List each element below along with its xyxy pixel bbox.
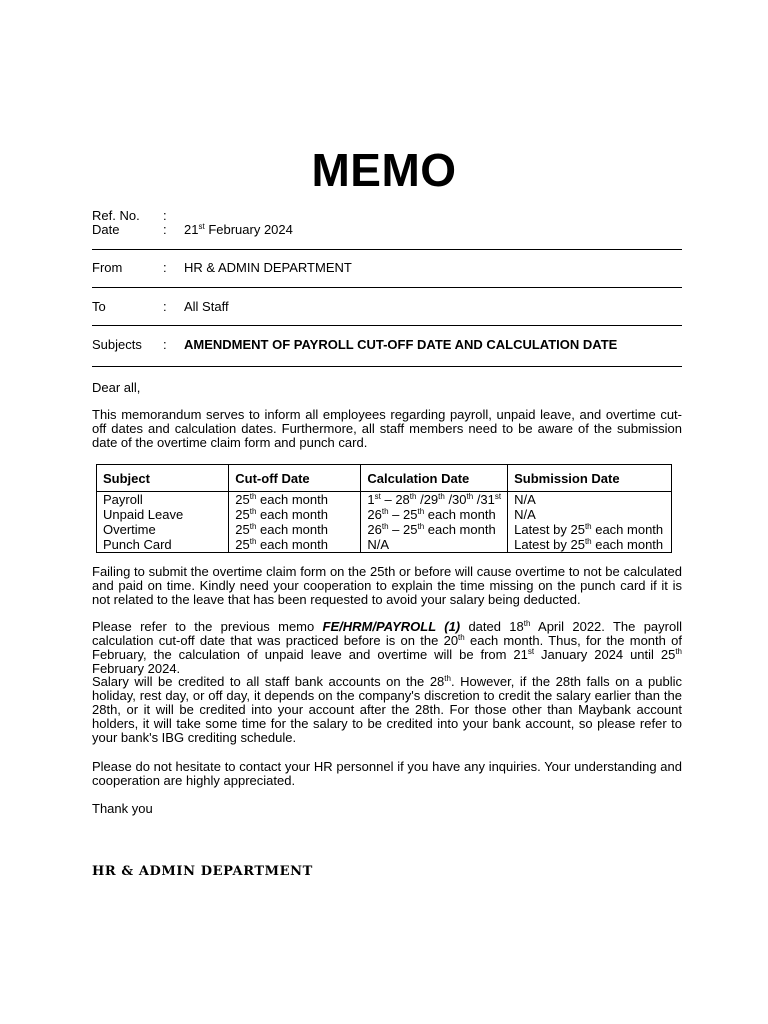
cell-calculation: 26th – 25th each month	[361, 522, 508, 537]
divider	[92, 249, 682, 250]
th-subject: Subject	[97, 465, 229, 492]
cell-calculation: 26th – 25th each month	[361, 507, 508, 522]
schedule-table	[96, 464, 672, 553]
divider	[92, 287, 682, 288]
greeting: Dear all,	[92, 380, 141, 395]
cell-calculation: N/A	[361, 537, 508, 553]
table-row	[97, 507, 672, 522]
th-submission: Submission Date	[508, 465, 672, 492]
cell-submission: N/A	[508, 492, 672, 508]
intro-paragraph: This memorandum serves to inform all employees regarding payroll, unpaid leave, and overtime cut-off dates and calculation dates. Furthermore, all staff members need to be aware of the submission date of the overtime claim form and punch card.	[92, 407, 682, 450]
cell-cutoff: 25th each month	[229, 507, 361, 522]
failing-paragraph: Failing to submit the overtime claim form on the 25th or before will cause overtime to not be calculated and paid on time. Kindly need your cooperation to explain the time missing on the punch card if it is not related to the leave that has been requested to avoid your salary being deducted.	[92, 564, 682, 607]
cell-subject: Payroll	[97, 492, 229, 508]
thank-you: Thank you	[92, 801, 153, 816]
cell-calculation: 1st – 28th /29th /30th /31st	[361, 492, 508, 508]
date-value: 21st February 2024	[184, 222, 293, 237]
reference-paragraph: Please refer to the previous memo FE/HRM/PAYROLL (1) dated 18th April 2022. The payroll calculation cut-off date that was practiced before is on the 20th each month. Thus, for the month of February, the calculation of unpaid leave and overtime will be from 21st January 2024 until 25th February 2024.	[92, 619, 682, 676]
th-calculation: Calculation Date	[361, 465, 508, 492]
memo-reference: FE/HRM/PAYROLL (1)	[322, 619, 461, 634]
subject-colon: :	[163, 337, 167, 352]
signature: HR & ADMIN DEPARTMENT	[92, 864, 313, 879]
salary-paragraph: Salary will be credited to all staff bank accounts on the 28th. However, if the 28th falls on a public holiday, rest day, or off day, it depends on the company's discretion to credit the salary earlier than the 28th, or it will be credited into your account after the 28th. For those other than Maybank account holders, it will take some time for the salary to be credited into your bank account, so please refer to your bank's IBG crediting schedule.	[92, 674, 682, 745]
cell-submission: Latest by 25th each month	[508, 522, 672, 537]
table-row	[97, 522, 672, 537]
divider	[92, 366, 682, 367]
from-colon: :	[163, 260, 167, 275]
cell-cutoff: 25th each month	[229, 522, 361, 537]
cell-submission: N/A	[508, 507, 672, 522]
cell-subject: Punch Card	[97, 537, 229, 553]
to-value: All Staff	[184, 299, 229, 314]
th-cutoff: Cut-off Date	[229, 465, 361, 492]
subject-label: Subjects	[92, 337, 142, 352]
cell-subject: Overtime	[97, 522, 229, 537]
cell-subject: Unpaid Leave	[97, 507, 229, 522]
from-value: HR & ADMIN DEPARTMENT	[184, 260, 352, 275]
to-label: To	[92, 299, 106, 314]
cell-submission: Latest by 25th each month	[508, 537, 672, 553]
subject-value: AMENDMENT OF PAYROLL CUT-OFF DATE AND CALCULATION DATE	[184, 337, 618, 352]
from-label: From	[92, 260, 123, 275]
divider	[92, 325, 682, 326]
memo-title: MEMO	[311, 144, 457, 196]
table-row	[97, 537, 672, 553]
ref-label: Ref. No.	[92, 208, 140, 223]
contact-paragraph: Please do not hesitate to contact your HR personnel if you have any inquiries. Your understanding and cooperation are highly appreciated.	[92, 759, 682, 788]
ref-colon: :	[163, 208, 167, 223]
date-label: Date	[92, 222, 120, 237]
cell-cutoff: 25th each month	[229, 492, 361, 508]
table-row	[97, 492, 672, 508]
table-header-row	[97, 465, 672, 492]
to-colon: :	[163, 299, 167, 314]
cell-cutoff: 25th each month	[229, 537, 361, 553]
date-colon: :	[163, 222, 167, 237]
